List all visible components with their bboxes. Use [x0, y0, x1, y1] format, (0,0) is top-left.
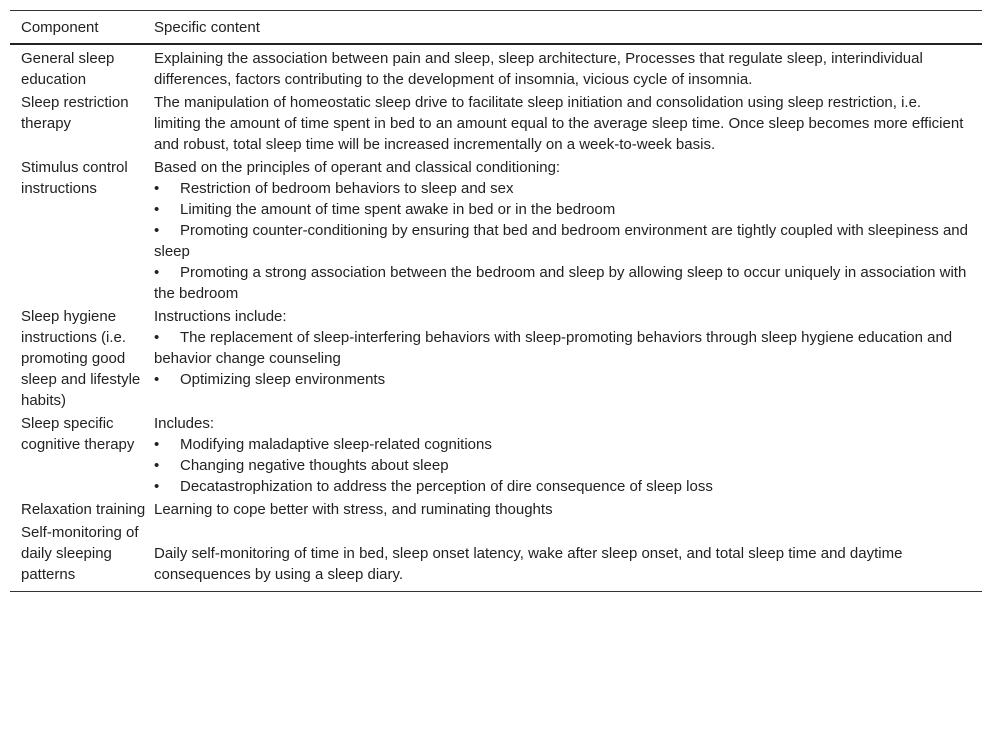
table-row	[10, 521, 982, 592]
component-cell: General sleep education	[21, 50, 115, 88]
table-row	[10, 412, 982, 498]
table-row	[10, 91, 982, 156]
component-cell: Self-monitoring of daily sleeping patterns	[21, 524, 139, 583]
content-intro: Explaining the association between pain and sleep, sleep architecture, Processes that regulate sleep, interindividual differences, factors contributing to the development of insomnia, vicious cycle of insomnia.	[154, 50, 923, 88]
bullet-text: Modifying maladaptive sleep-related cognitions	[180, 436, 492, 453]
bullet-text: Decatastrophization to address the perception of dire consequence of sleep loss	[180, 478, 713, 495]
header-content: Specific content	[154, 19, 260, 36]
bullet-icon: •	[154, 478, 160, 495]
content-cell	[154, 412, 982, 498]
bullet-icon: •	[154, 222, 160, 239]
content-intro: The manipulation of homeostatic sleep drive to facilitate sleep initiation and consolidation using sleep restriction, i.e. limiting the amount of time spent in bed to an amount equal to the average sleep time. Once sleep becomes more efficient and robust, total sleep time will be increased incrementally on a week-to-week basis.	[154, 94, 964, 153]
bullet-icon: •	[154, 436, 160, 453]
header-component: Component	[21, 19, 99, 36]
bullet-text: Restriction of bedroom behaviors to sleep and sex	[180, 180, 514, 197]
content-cell	[154, 521, 982, 592]
component-cell: Sleep restriction therapy	[21, 94, 129, 132]
content-intro: Includes:	[154, 415, 215, 432]
content-cell	[154, 498, 982, 521]
bullet-item	[154, 178, 970, 199]
bullet-text: The replacement of sleep-interfering behaviors with sleep-promoting behaviors through sleep hygiene education and behavior change counseling	[154, 329, 953, 367]
bullet-icon: •	[154, 264, 160, 281]
bullet-item	[154, 327, 970, 369]
bullet-icon: •	[154, 457, 160, 474]
table-row	[10, 305, 982, 412]
bullet-item	[154, 199, 970, 220]
component-cell: Relaxation training	[21, 501, 146, 518]
bullet-icon: •	[154, 329, 160, 346]
content-cell	[154, 305, 982, 412]
component-cell: Stimulus control instructions	[21, 159, 128, 197]
content-intro: Based on the principles of operant and classical conditioning:	[154, 159, 561, 176]
cbti-components-table	[10, 10, 982, 592]
content-cell	[154, 44, 982, 91]
bullet-item	[154, 369, 970, 390]
bullet-text: Limiting the amount of time spent awake in bed or in the bedroom	[180, 201, 616, 218]
table-row	[10, 156, 982, 305]
bullet-text: Optimizing sleep environments	[180, 371, 386, 388]
bullet-item	[154, 455, 970, 476]
bullet-text: Promoting counter-conditioning by ensuring that bed and bedroom environment are tightly coupled with sleepiness and sleep	[154, 222, 968, 260]
component-cell: Sleep hygiene instructions (i.e. promoting good sleep and lifestyle habits)	[21, 308, 141, 409]
content-cell	[154, 156, 982, 305]
bullet-item	[154, 434, 970, 455]
bullet-item	[154, 476, 970, 497]
component-cell: Sleep specific cognitive therapy	[21, 415, 135, 453]
content-cell	[154, 91, 982, 156]
table-row	[10, 498, 982, 521]
content-intro: Instructions include:	[154, 308, 287, 325]
bullet-item	[154, 220, 970, 262]
bullet-text: Changing negative thoughts about sleep	[180, 457, 449, 474]
bullet-text: Promoting a strong association between the bedroom and sleep by allowing sleep to occur uniquely in association with the bedroom	[154, 264, 967, 302]
bullet-icon: •	[154, 201, 160, 218]
content-intro: Daily self-monitoring of time in bed, sleep onset latency, wake after sleep onset, and total sleep time and daytime consequences by using a sleep diary.	[154, 545, 903, 583]
content-intro: Learning to cope better with stress, and ruminating thoughts	[154, 501, 553, 518]
table-row	[10, 44, 982, 91]
bullet-icon: •	[154, 180, 160, 197]
bullet-item	[154, 262, 970, 304]
header-row	[10, 11, 982, 45]
bullet-icon: •	[154, 371, 160, 388]
